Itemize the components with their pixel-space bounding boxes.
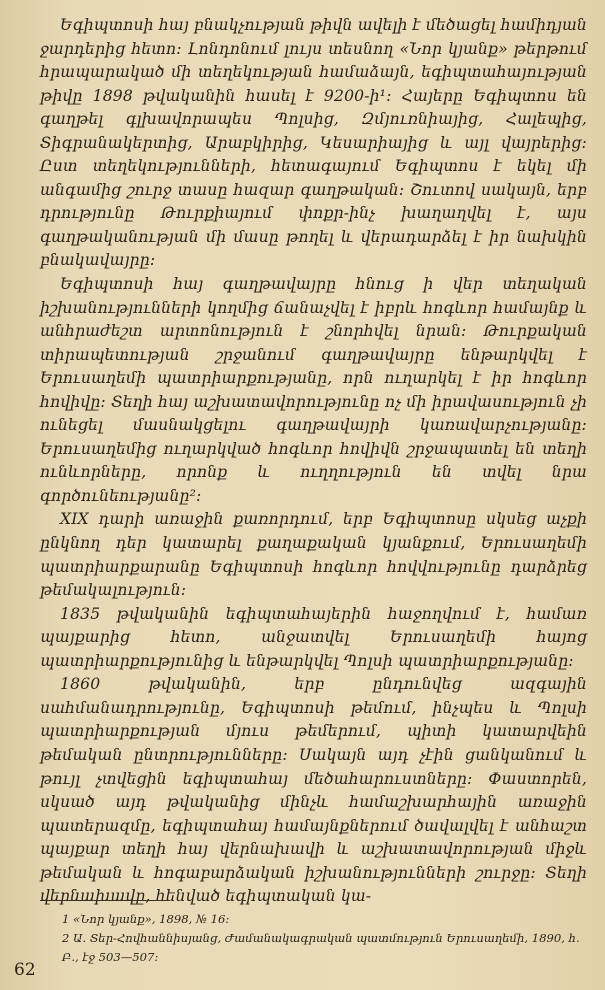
paragraph-3: XIX դարի առաջին քառորդում, երբ Եգիպտոսը սկսեց աչքի ընկնող դեր կատարել քաղաքական կյանքում, Երուսաղեմի պատրիարքարանը Եգիպտոսի հոգևոր հովվությունը դարձրեց թեմակալություն։ (40, 510, 587, 600)
footnote-1: 1 «Նոր կյանք», 1898, № 16։ (62, 912, 230, 926)
paragraph-1: Եգիպտոսի հայ բնակչության թիվն ավելի է մեծացել համիդյան ջարդերից հետո։ Լոնդոնում լույս տեսնող «Նոր կյանք» թերթում հրապարակած մի տեղեկության համաձայն, եգիպտահայության թիվը 1898 թվականին հասել է 9200-ի¹։ Հայերը Եգիպտոս են գաղթել գլխավորապես Պոլսից, Զմյուռնիայից, Հալեպից, Տիգրանակերտից, Արաբկիրից, Կեսարիայից և այլ վայրերից։ Ըստ տեղեկությունների, հետագայում Եգիպտոս է եկել մի անգամից շուրջ տասը հազար գաղթական։ Շուտով սակայն, երբ դրությունը Թուրքիայում փոքր-ինչ խաղաղվել է, այս գաղթականության մի մասը թողել և վերադարձել է իր նախկին բնակավայրը։ (40, 16, 587, 270)
footnote-divider (40, 900, 168, 901)
paragraph-2: Եգիպտոսի հայ գաղթավայրը հնուց ի վեր տեղական իշխանությունների կողմից ճանաչվել է իբրև հոգևոր համայնք և անհրաժեշտ արտոնություն է շնորհվել նրան։ Թուրքական տիրապետության շրջանում գաղթավայրը ենթարկվել է Երուսաղեմի պատրիարքությանը, որն ուղարկել է իր հոգևոր հովիվը։ Տեղի հայ աշխատավորությունը ոչ մի իրավասություն չի ունեցել մասնակցելու գաղթավայրի կառավարչությանը։ Երուսաղեմից ուղարկված հոգևոր հովիվն շրջապատել են տեղի ունևորները, որոնք և ուղղություն են տվել նրա գործունեությանը²։ (40, 275, 587, 505)
footnote-2: 2 Ա. Տեր-Հովհաննիսյանց, Ժամանակագրական պատմություն Երուսաղեմի, 1890, հ. Բ., էջ 503—507։ (62, 931, 580, 964)
paragraph-4: 1835 թվականին եգիպտահայերին հաջողվում է, համառ պայքարից հետո, անջատվել Երուսաղեմի հայոց պատրիարքությունից և ենթարկվել Պոլսի պատրիարքությանը։ (40, 604, 587, 670)
main-text (40, 14, 587, 909)
page-number: 62 (14, 960, 36, 980)
footnotes (40, 910, 587, 967)
paragraph-5: 1860 թվականին, երբ ընդունվեց ազգային սահմանադրությունը, Եգիպտոսի թեմում, ինչպես և Պոլսի պատրիարքության մյուս թեմերում, պիտի կատարվեին թեմական ընտրությունները։ Սակայն այդ չէին ցանկանում և թույլ չտվեցին եգիպտահայ մեծահարուստները։ Փաստորեն, սկսած այդ թվականից մինչև համաշխարհային առաջին պատերազմը, եգիպտահայ համայնքներում ծավալվել է անհաշտ պայքար տեղի հայ վերնախավի և աշխատավորության միջև թեմական և հոգաբարձական իշխանությունների շուրջը։ Տեղի վերնախավը, հենված եգիպտական կա- (40, 675, 587, 906)
